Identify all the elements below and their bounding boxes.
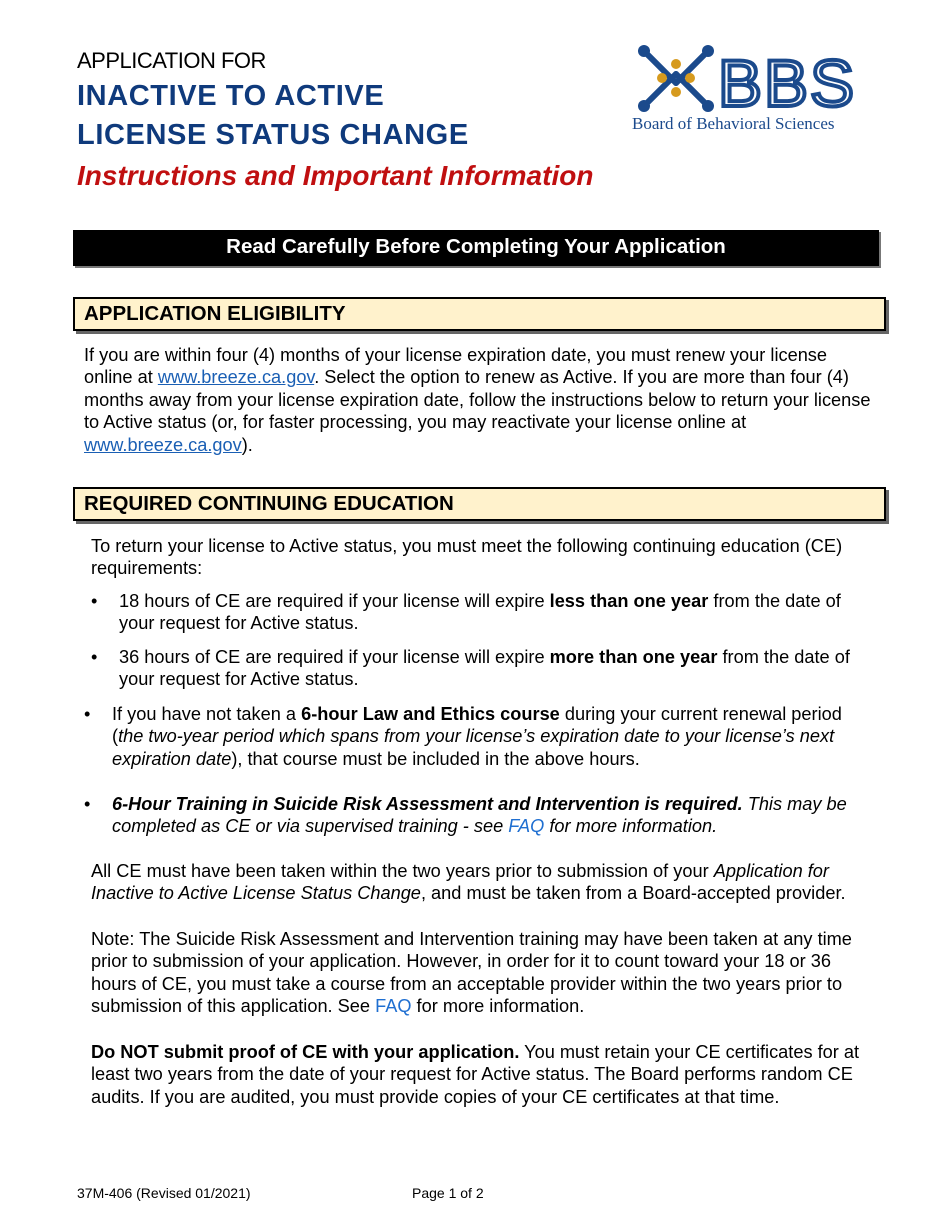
text-span: ( [112, 726, 119, 747]
text-span: completed as CE or via supervised training - see [112, 816, 509, 837]
text-span: 6-Hour Training in Suicide Risk Assessment and Intervention is required. [112, 794, 743, 814]
ce-intro-line-2: requirements: [91, 558, 203, 579]
text-span: Application for [713, 861, 829, 881]
text-span: ), that course must be included in the above hours. [231, 748, 640, 769]
form-title [77, 77, 469, 155]
eligibility-paragraph [84, 344, 871, 456]
ce-intro-line-1: To return your license to Active status, you must meet the following continuing education (CE) [91, 536, 843, 556]
text-span: more than one year [549, 647, 718, 667]
text-span: All CE must have been taken within the two years prior to submission of your [91, 861, 714, 881]
ce-timing-paragraph [91, 860, 846, 905]
text-span: ). [241, 434, 253, 455]
do-not-submit-paragraph [91, 1041, 859, 1108]
bullet-text [119, 590, 841, 635]
bullet-text [112, 793, 847, 838]
text-span: your request for Active status. [119, 669, 359, 690]
bullet-icon: • [91, 647, 98, 667]
note-line-2: prior to submission of your application. However, in order for it to count toward your 18 or 36 [91, 951, 831, 972]
note-line-1: Note: The Suicide Risk Assessment and Intervention training may have been taken at any time [91, 929, 852, 949]
text-span: for more information. [544, 816, 718, 837]
form-number: 37M-406 (Revised 01/2021) [77, 1185, 251, 1201]
title-line-1: INACTIVE TO ACTIVE [77, 80, 385, 112]
application-for-label: APPLICATION FOR [77, 48, 266, 73]
text-span: for more information. [411, 996, 585, 1017]
text-span: Inactive to Active License Status Change [91, 883, 421, 904]
list-item [91, 590, 891, 636]
eligibility-line-5 [84, 434, 871, 456]
eligibility-line-3: months away from your license expiration date, follow the instructions below to return your license [84, 389, 871, 410]
text-span: less than one year [549, 591, 709, 611]
text-span: 18 hours of CE are required if your license will expire [119, 591, 550, 611]
text-span: Do NOT submit proof of CE with your application. [91, 1042, 520, 1062]
list-item [84, 793, 884, 839]
ce-intro [91, 535, 842, 580]
breeze-link-1[interactable]: www.breeze.ca.gov [157, 367, 315, 388]
text-span: expiration date [112, 748, 232, 769]
faq-link-2[interactable]: FAQ [375, 996, 412, 1017]
text-span: You must retain your CE certificates for at [519, 1042, 860, 1062]
text-span: audits. If you are audited, you must provide copies of your CE certificates at that time. [91, 1086, 780, 1107]
bullet-text [112, 703, 842, 770]
breeze-link-2[interactable]: www.breeze.ca.gov [84, 434, 242, 455]
text-span: during your current renewal period [559, 704, 842, 724]
bullet-icon: • [84, 794, 91, 814]
note-paragraph [91, 928, 852, 1018]
read-carefully-banner: Read Carefully Before Completing Your Application [73, 230, 879, 266]
note-line-3: hours of CE, you must take a course from an acceptable provider within the two years prior to [91, 973, 843, 994]
text-span: the two-year period which spans from your license’s expiration date to your license’s next [118, 726, 835, 747]
bullet-icon: • [91, 591, 98, 611]
text-span: 6-hour Law and Ethics course [301, 704, 560, 724]
eligibility-line-1: If you are within four (4) months of your license expiration date, you must renew your license [84, 345, 828, 365]
eligibility-line-2 [84, 366, 871, 388]
page-number: Page 1 of 2 [412, 1185, 484, 1201]
text-span: from the date of [708, 591, 841, 611]
bullet-text [119, 646, 850, 691]
faq-link-1[interactable]: FAQ [508, 816, 545, 837]
list-item [91, 646, 891, 692]
title-line-2: LICENSE STATUS CHANGE [77, 119, 469, 151]
logo-wordmark: BBS [718, 46, 857, 120]
eligibility-line-4: to Active status (or, for faster processing, you may reactivate your license online at [84, 412, 747, 433]
text-span: submission of this application. See [91, 996, 376, 1017]
section-heading-eligibility: APPLICATION ELIGIBILITY [73, 297, 886, 331]
section-heading-ce: REQUIRED CONTINUING EDUCATION [73, 487, 886, 521]
text-span: , and must be taken from a Board-accepted provider. [420, 883, 846, 904]
text-span: This may be [742, 794, 847, 814]
text-span: from the date of [717, 647, 850, 667]
text-span: . Select the option to renew as Active. If you are more than four (4) [314, 367, 849, 388]
logo-molecule-icon [638, 45, 714, 112]
text-span: your request for Active status. [119, 613, 359, 634]
page-subtitle: Instructions and Important Information [77, 160, 594, 191]
text-span: 36 hours of CE are required if your license will expire [119, 647, 550, 667]
list-item [84, 703, 884, 771]
logo-agency-name: Board of Behavioral Sciences [632, 114, 835, 133]
text-span: online at [84, 367, 158, 388]
text-span: If you have not taken a [112, 704, 302, 724]
text-span: least two years from the date of your request for Active status. The Board performs random CE [91, 1064, 853, 1085]
bullet-icon: • [84, 704, 91, 724]
